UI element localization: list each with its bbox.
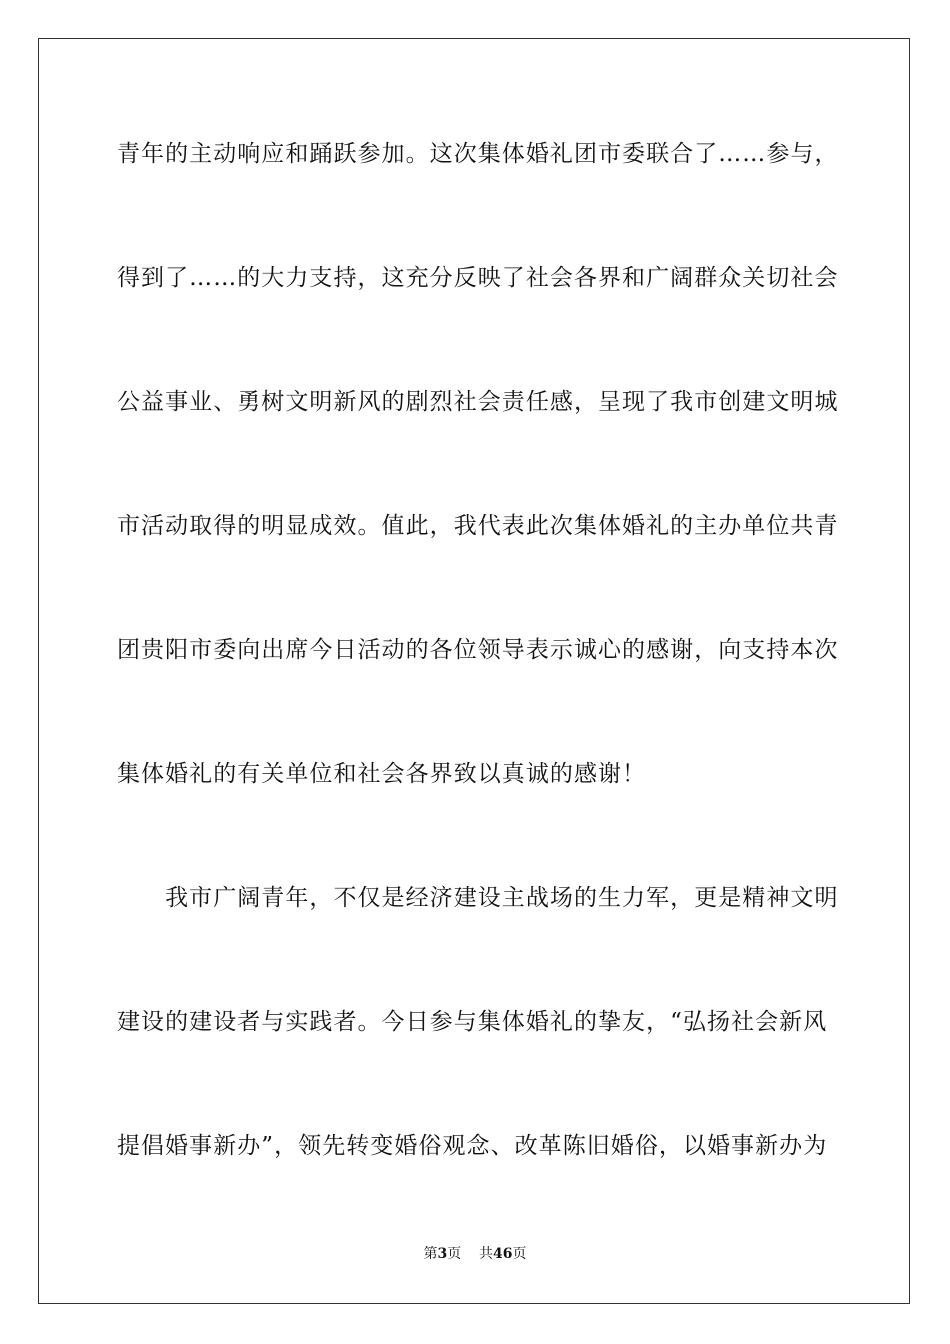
page-suffix: 页 bbox=[447, 1246, 462, 1262]
text-line-8: 建设的建设者与实践者。今日参与集体婚礼的挚友，“弘扬社会新风 bbox=[117, 1009, 828, 1035]
total-pages: 46 bbox=[493, 1246, 513, 1262]
text-line-4: 市活动取得的明显成效。值此，我代表此次集体婚礼的主办单位共青 bbox=[117, 513, 839, 539]
page-prefix: 第 bbox=[423, 1246, 438, 1262]
text-line-6: 集体婚礼的有关单位和社会各界致以真诚的感谢！ bbox=[117, 761, 647, 787]
text-line-9: 提倡婚事新办”，领先转变婚俗观念、改革陈旧婚俗，以婚事新办为 bbox=[117, 1133, 828, 1159]
text-line-2: 得到了……的大力支持，这充分反映了社会各界和广阔群众关切社会 bbox=[117, 265, 839, 291]
text-line-5: 团贵阳市委向出席今日活动的各位领导表示诚心的感谢，向支持本次 bbox=[117, 637, 839, 663]
total-suffix: 页 bbox=[512, 1246, 527, 1262]
text-line-1: 青年的主动响应和踊跃参加。这次集体婚礼团市委联合了……参与， bbox=[117, 141, 839, 167]
text-line-3: 公益事业、勇树文明新风的剧烈社会责任感，呈现了我市创建文明城 bbox=[117, 389, 839, 415]
text-line-7: 我市广阔青年，不仅是经济建设主战场的生力军，更是精神文明 bbox=[117, 885, 839, 911]
total-prefix: 共 bbox=[479, 1246, 494, 1262]
page-number: 3 bbox=[437, 1246, 448, 1262]
page-footer bbox=[0, 1243, 950, 1263]
document-body bbox=[117, 123, 839, 1239]
